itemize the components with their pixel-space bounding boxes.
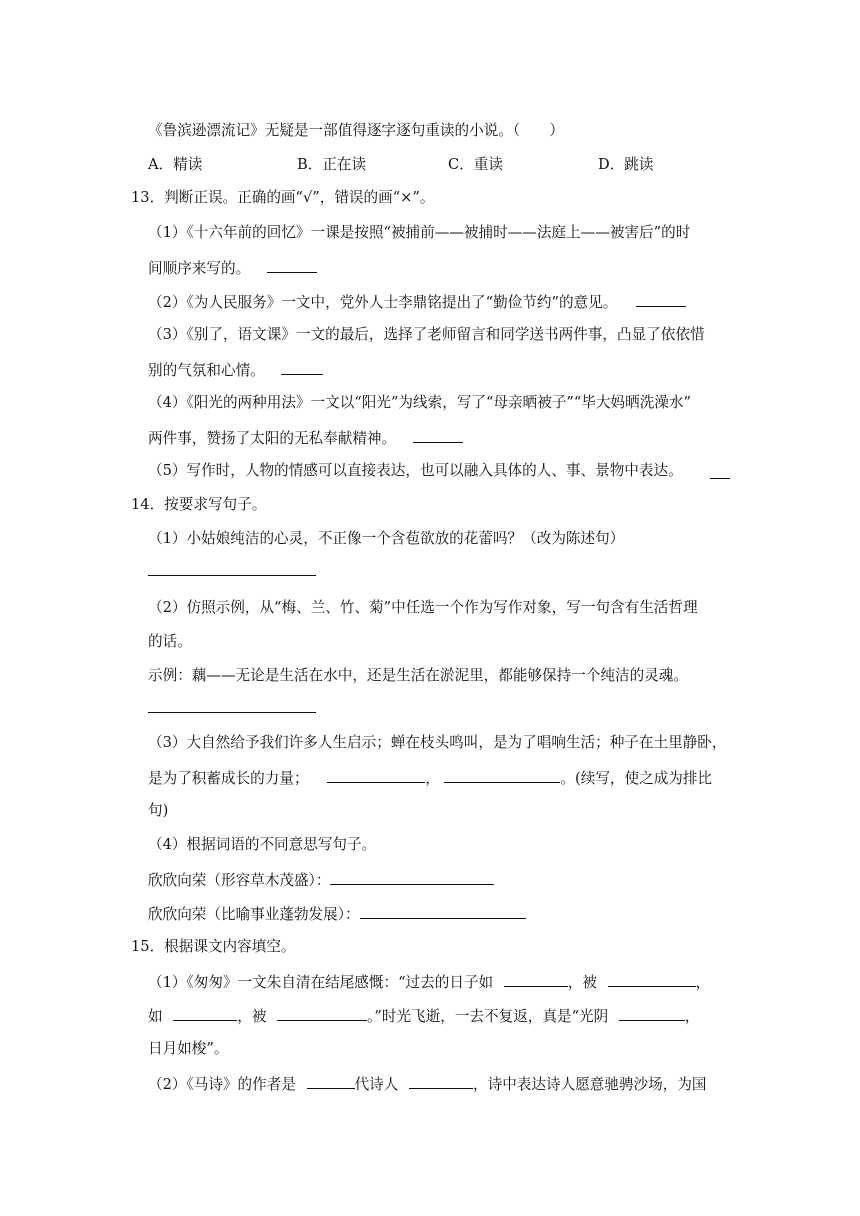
q15-item1-blank-1[interactable]	[504, 971, 568, 987]
q14-item2-line1: （2）仿照示例，从“梅、兰、竹、菊”中任选一个作为写作对象，写一句含有生活哲理	[148, 599, 698, 616]
q12-stem: 《鲁滨逊漂流记》无疑是一部值得逐字逐句重读的小说。（ ）	[148, 122, 564, 139]
q14-item4b-label: 欣欣向荣（比喻事业蓬勃发展）：	[148, 906, 360, 923]
q15-item2	[148, 1073, 707, 1095]
q13-item5: （5）写作时，人物的情感可以直接表达，也可以融入具体的人、事、景物中表达。	[148, 462, 683, 479]
q14-item3-text: 是为了积蓄成长的力量；	[148, 770, 309, 787]
q12-option-b[interactable]: B．正在读	[297, 156, 367, 173]
q14-item4: （4）根据词语的不同意思写句子。	[148, 836, 377, 853]
q15-item1-blank-3[interactable]	[173, 1005, 237, 1021]
q13-item3-text: 别的气氛和心情。	[148, 362, 265, 379]
q12-option-c[interactable]: C．重读	[448, 156, 503, 173]
q14-item3-blank-2[interactable]	[444, 767, 560, 783]
q13-item3-line2	[148, 359, 323, 381]
q13-item1-text: 间顺序来写的。	[148, 260, 251, 277]
q14-title: 14．按要求写句子。	[131, 496, 267, 513]
q15-item1-text-f: 。”时光飞逝，一去不复返，真是“光阴	[367, 1008, 609, 1025]
q13-item5-answer-blank[interactable]	[710, 463, 730, 479]
q14-item2-example: 示例：藕——无论是生活在水中，还是生活在淤泥里，都能够保持一个纯洁的灵魂。	[148, 667, 688, 684]
q14-item4a	[148, 869, 494, 891]
q14-item2-answer-line[interactable]	[148, 712, 316, 713]
q14-item2-line2: 的话。	[148, 633, 192, 650]
q12-option-d[interactable]: D．跳读	[598, 156, 654, 173]
q14-item4b-answer-blank[interactable]	[360, 903, 526, 919]
q15-item1-blank-2[interactable]	[608, 971, 696, 987]
q15-title: 15．根据课文内容填空。	[131, 938, 296, 955]
q13-item3-line1: （3）《别了，语文课》一文的最后，选择了老师留言和同学送书两件事，凸显了依依惜	[148, 326, 705, 343]
q14-item3-suffix: 。(续写，使之成为排比	[560, 770, 713, 787]
q13-title: 13．判断正误。正确的画“√”，错误的画“×”。	[131, 189, 435, 206]
q13-item4-text: 两件事，赞扬了太阳的无私奉献精神。	[148, 430, 397, 447]
q13-item3-answer-blank[interactable]	[281, 359, 323, 375]
q14-item3-line1: （3）大自然给予我们许多人生启示；蝉在枝头鸣叫，是为了唱响生活；种子在土里静卧，	[148, 734, 727, 751]
q15-item1-text-e: ，被	[237, 1008, 267, 1025]
q14-item1: （1）小姑娘纯洁的心灵，不正像一个含苞欲放的花蕾吗？（改为陈述句）	[148, 530, 625, 547]
q15-item1-text-g: ，	[684, 1008, 700, 1025]
q15-item2-blank-2[interactable]	[409, 1073, 473, 1089]
q15-item2-blank-1[interactable]	[307, 1073, 355, 1089]
q12-option-a[interactable]: A．精读	[148, 156, 203, 173]
q13-item4-line2	[148, 427, 463, 449]
q15-item1-text-d: 如	[148, 1008, 163, 1025]
q13-item1-answer-blank[interactable]	[267, 257, 317, 273]
q13-item2	[148, 291, 686, 313]
q15-item2-text-c: ，诗中表达诗人愿意驰骋沙场，为国	[473, 1076, 707, 1093]
q15-item1-line1	[148, 971, 710, 993]
q15-item1-text-a: （1）《匆匆》一文朱自清在结尾感慨：“过去的日子如	[148, 974, 494, 991]
q13-item4-answer-blank[interactable]	[413, 427, 463, 443]
q13-item1-line1: （1）《十六年前的回忆》一课是按照“被捕前——被捕时——法庭上——被害后”的时	[148, 224, 691, 241]
q15-item2-text-b: 代诗人	[354, 1076, 399, 1093]
q15-item1-text-c: ，	[695, 974, 711, 991]
q14-item3-line3: 句)	[148, 802, 169, 819]
q14-item4a-label: 欣欣向荣（形容草木茂盛）：	[148, 872, 331, 889]
q14-item3-comma: ，	[425, 770, 440, 787]
q14-item4a-answer-blank[interactable]	[330, 869, 494, 885]
q13-item2-answer-blank[interactable]	[636, 291, 686, 307]
q15-item1-text-b: ，被	[567, 974, 597, 991]
q15-item1-line2	[148, 1005, 699, 1027]
q13-item1-line2	[148, 257, 317, 279]
q14-item3-blank-1[interactable]	[327, 767, 425, 783]
q14-item3-line2	[148, 767, 712, 789]
q13-item4-line1: （4）《阳光的两种用法》一文以“阳光”为线索，写了“母亲晒被子”“毕大妈晒洗澡水”	[148, 394, 691, 411]
q15-item1-blank-5[interactable]	[619, 1005, 685, 1021]
q14-item4b	[148, 903, 526, 925]
q13-item2-text: （2）《为人民服务》一文中，党外人士李鼎铭提出了“勤俭节约”的意见。	[148, 294, 618, 311]
q15-item2-text-a: （2）《马诗》的作者是	[148, 1076, 296, 1093]
q15-item1-line3: 日月如梭”。	[148, 1040, 229, 1057]
q14-item1-answer-line[interactable]	[148, 575, 316, 576]
q15-item1-blank-4[interactable]	[277, 1005, 367, 1021]
